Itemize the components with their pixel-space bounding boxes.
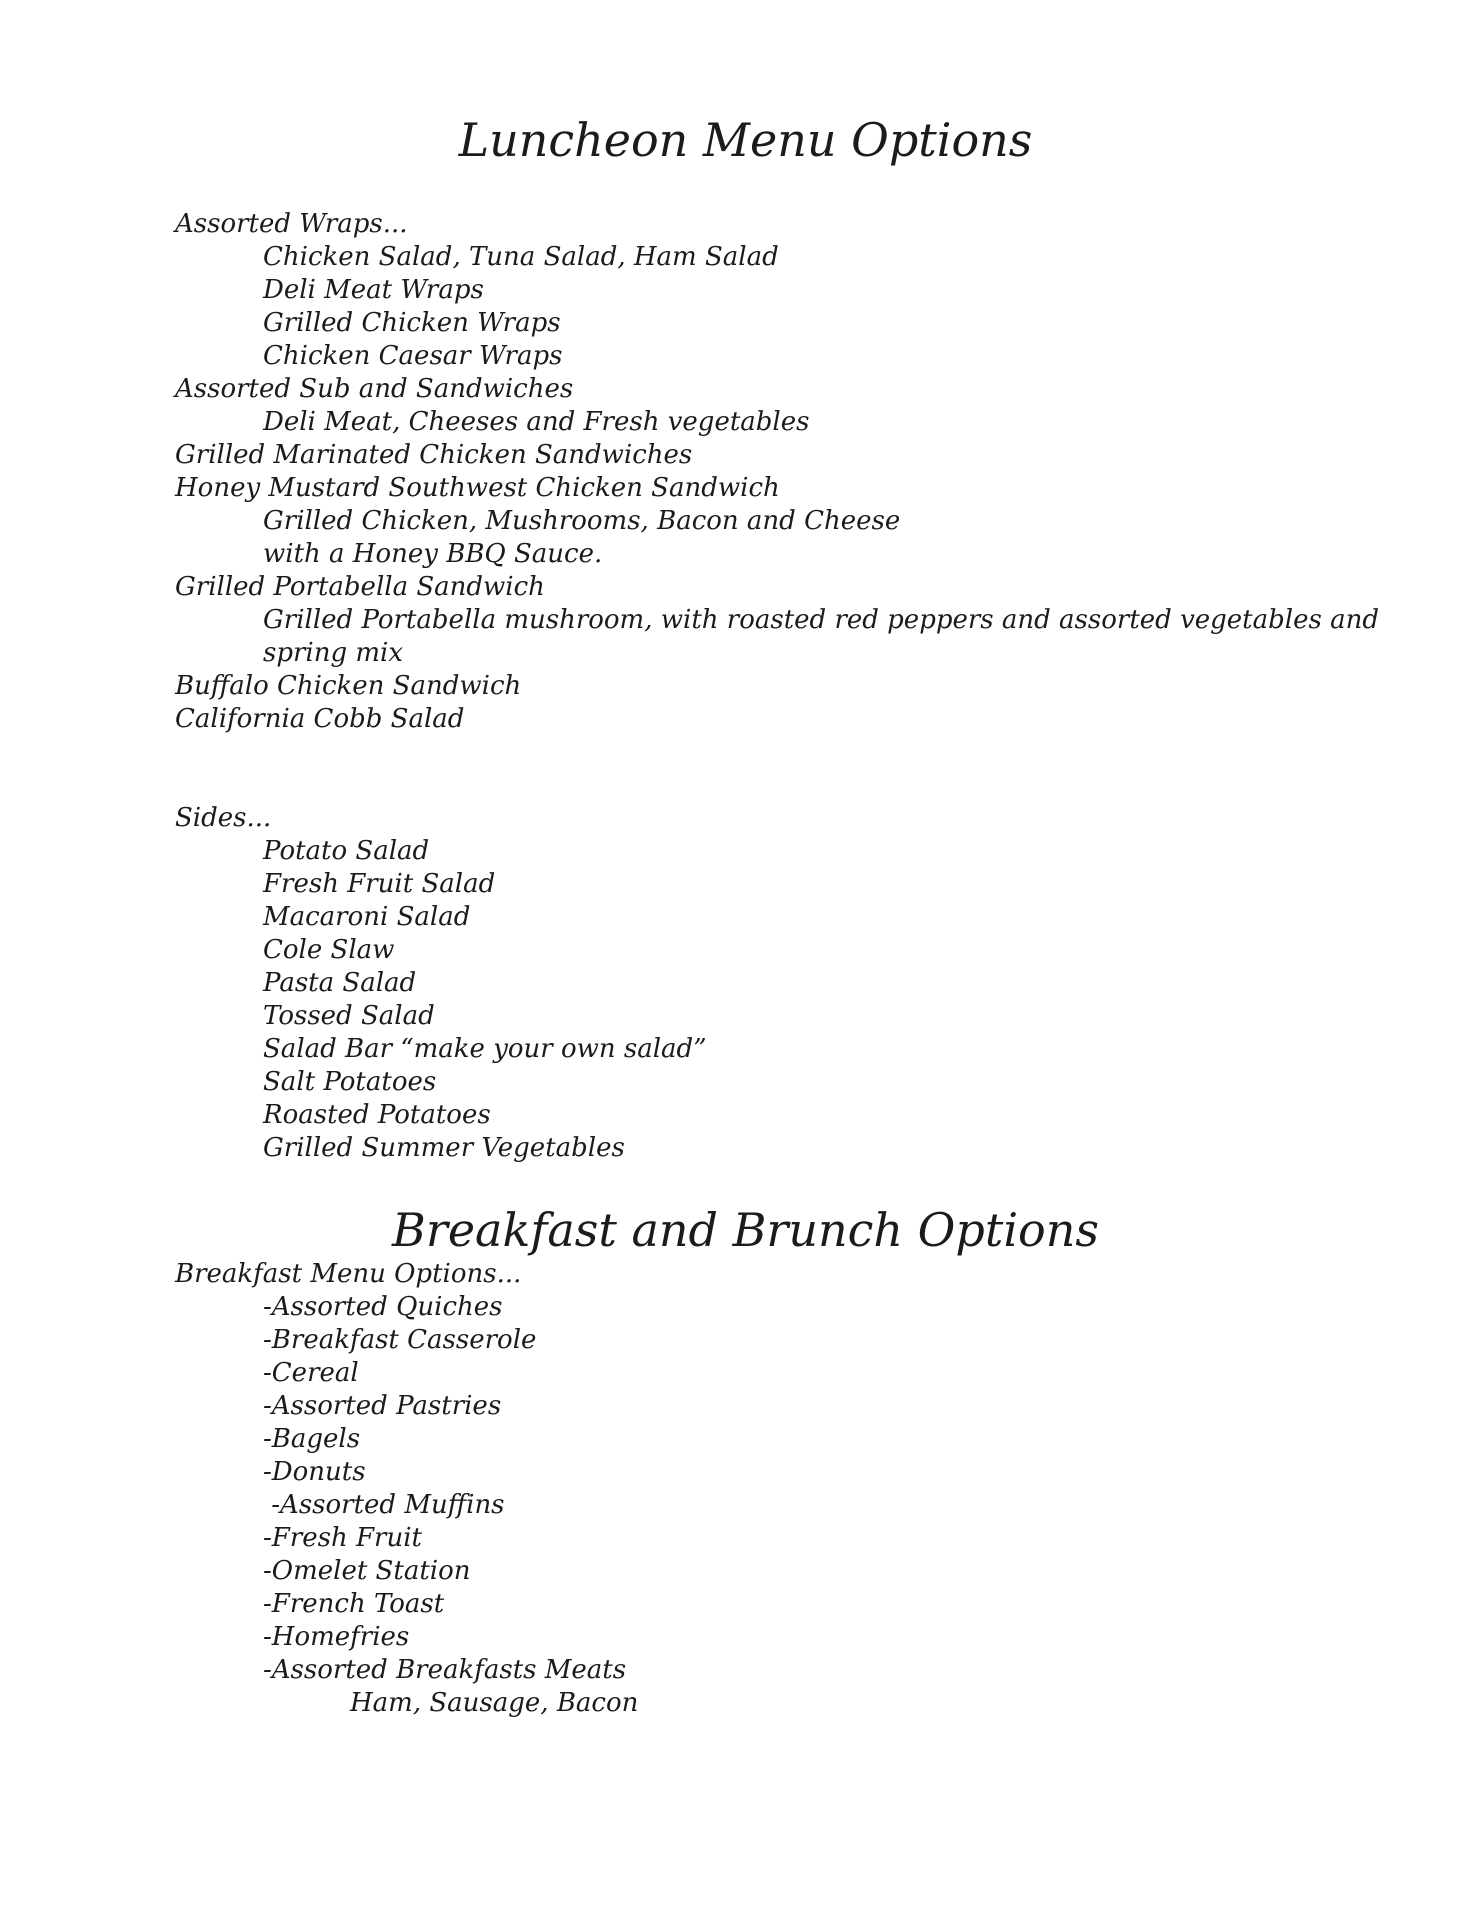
- menu-line: Deli Meat, Cheeses and Fresh vegetables: [263, 407, 810, 437]
- menu-line: Grilled Summer Vegetables: [263, 1133, 625, 1163]
- blank-line: [175, 769, 1316, 802]
- menu-line: -Assorted Pastries: [263, 1391, 502, 1421]
- menu-line: Ham, Sausage, Bacon: [350, 1688, 639, 1718]
- menu-line: Buffalo Chicken Sandwich: [175, 671, 522, 701]
- menu-line: Assorted Sub and Sandwiches: [175, 374, 574, 404]
- menu-line: Tossed Salad: [263, 1001, 435, 1031]
- menu-line: -Assorted Quiches: [263, 1292, 503, 1322]
- blank-line: [175, 736, 1316, 769]
- menu-line: Grilled Portabella mushroom, with roasted red peppers and assorted vegetables and: [263, 605, 1379, 635]
- menu-line: -Homefries: [263, 1622, 410, 1652]
- menu-line: Salad Bar “make your own salad”: [263, 1034, 707, 1064]
- menu-line: -Cereal: [263, 1358, 359, 1388]
- menu-line: -Assorted Muffins: [263, 1490, 505, 1520]
- menu-line: Macaroni Salad: [263, 902, 471, 932]
- menu-line: Breakfast Menu Options...: [175, 1259, 522, 1289]
- section-title-luncheon-menu-options: Luncheon Menu Options: [458, 113, 1033, 167]
- menu-line: Deli Meat Wraps: [263, 275, 484, 305]
- menu-line: Grilled Chicken, Mushrooms, Bacon and Cheese: [263, 506, 901, 536]
- menu-line: with a Honey BBQ Sauce.: [263, 539, 603, 569]
- section-title-breakfast-and-brunch-options: Breakfast and Brunch Options: [392, 1203, 1099, 1257]
- breakfast-menu-lines: [175, 1258, 1316, 1720]
- menu-line: Chicken Caesar Wraps: [263, 341, 563, 371]
- menu-line: Assorted Wraps...: [175, 209, 408, 239]
- menu-line: Roasted Potatoes: [263, 1100, 491, 1130]
- menu-line: Chicken Salad, Tuna Salad, Ham Salad: [263, 242, 779, 272]
- luncheon-menu-lines: [175, 208, 1379, 1165]
- menu-line: -Bagels: [263, 1424, 361, 1454]
- menu-line: -Omelet Station: [263, 1556, 471, 1586]
- menu-line: Fresh Fruit Salad: [263, 869, 496, 899]
- menu-line: -Fresh Fruit: [263, 1523, 422, 1553]
- menu-line: Honey Mustard Southwest Chicken Sandwich: [175, 473, 780, 503]
- menu-line: Grilled Chicken Wraps: [263, 308, 561, 338]
- menu-line: Grilled Portabella Sandwich: [175, 572, 545, 602]
- menu-line: Grilled Marinated Chicken Sandwiches: [175, 440, 693, 470]
- menu-line: Salt Potatoes: [263, 1067, 437, 1097]
- menu-line: -Donuts: [263, 1457, 366, 1487]
- menu-line: -Breakfast Casserole: [263, 1325, 537, 1355]
- menu-line: spring mix: [263, 638, 404, 668]
- menu-line: Pasta Salad: [263, 968, 417, 998]
- menu-line: Sides...: [175, 803, 272, 833]
- menu-line: -Assorted Breakfasts Meats: [263, 1655, 627, 1685]
- menu-line: -French Toast: [263, 1589, 445, 1619]
- menu-line: Potato Salad: [263, 836, 430, 866]
- menu-line: Cole Slaw: [263, 935, 395, 965]
- menu-line: California Cobb Salad: [175, 704, 465, 734]
